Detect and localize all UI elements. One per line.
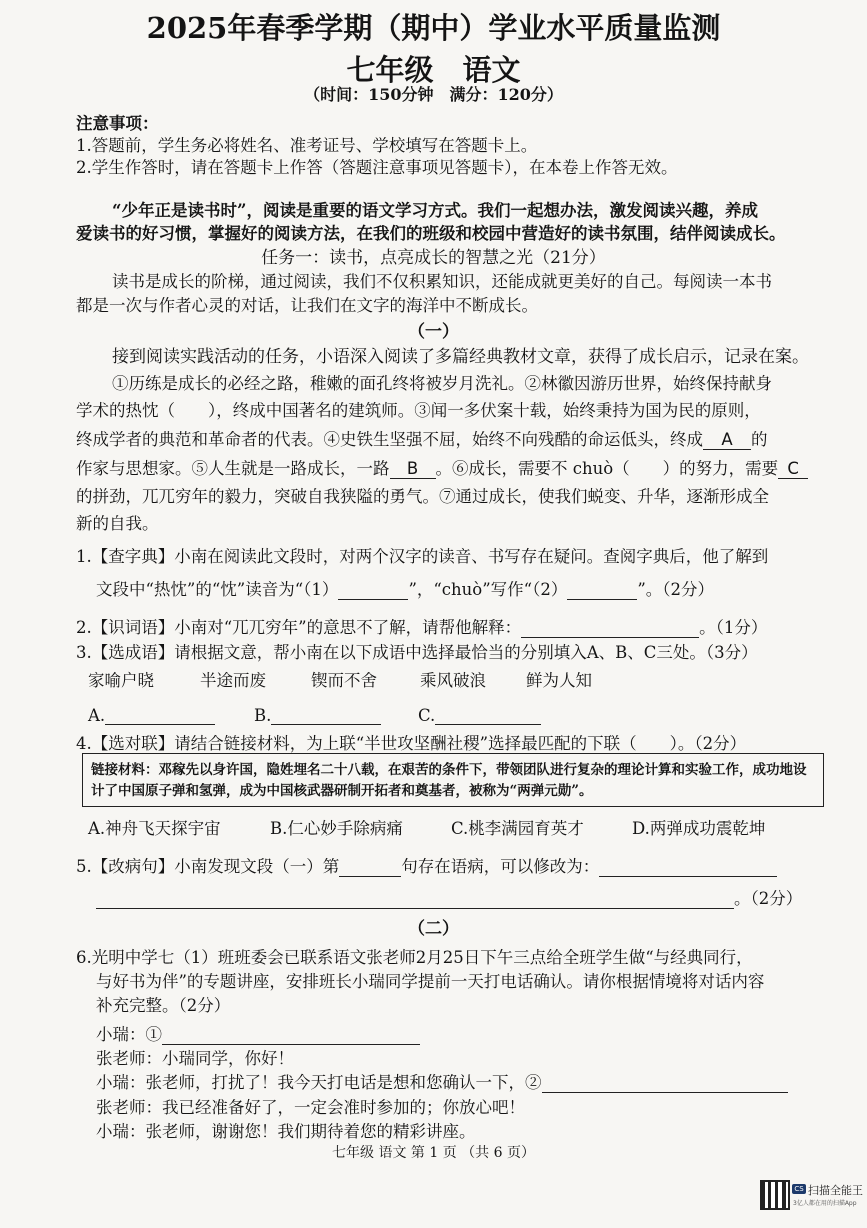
section1-line4-end: 的 <box>751 430 768 449</box>
q5-fix-blank-2[interactable] <box>96 890 734 909</box>
dialogue-blank-2[interactable] <box>542 1074 788 1093</box>
q4-option-d: D.两弹成功震乾坤 <box>632 819 766 838</box>
intro-line-2: 爱读书的好习惯，掌握好的阅读方法，在我们的班级和校园中营造好的读书氛围，结伴阅读成长。 <box>76 224 786 243</box>
dialogue-line-5: 小瑞：张老师，谢谢您！我们期待着您的精彩讲座。 <box>96 1122 476 1141</box>
blank-b: B <box>390 459 436 479</box>
q4-option-c: C.桃李满园育英才 <box>451 819 584 838</box>
q3-label-a: A. <box>88 706 106 725</box>
q2-text: 2.【识词语】小南对“兀兀穷年”的意思不了解，请帮他解释： <box>76 618 522 637</box>
q5-fix-blank-1[interactable] <box>599 858 777 877</box>
question-4: 4.【选对联】请结合链接材料，为上联“半世攻坚酬社稷”选择最匹配的下联（ ）。（2分） <box>76 734 747 753</box>
q5-part-a: 5.【改病句】小南发现文段（一）第 <box>76 857 340 876</box>
dialogue-1-text: 小瑞：① <box>96 1025 162 1044</box>
section1-paragraph-line-5 <box>76 455 808 479</box>
section1-paragraph-line-1: 接到阅读实践活动的任务，小语深入阅读了多篇经典教材文章，获得了成长启示，记录在案。 <box>112 347 809 367</box>
q4-option-b: B.仁心妙手除病痛 <box>270 819 403 838</box>
q3-label-b: B. <box>254 706 272 725</box>
dialogue-line-4: 张老师：我已经准备好了，一定会准时参加的；你放心吧！ <box>96 1098 525 1117</box>
section1-paragraph-line-6: 的拼劲，兀兀穷年的毅力，突破自我狭隘的勇气。⑦通过成长，使我们蜕变、升华，逐渐形成全 <box>76 487 769 506</box>
section2-label: （二） <box>408 919 459 939</box>
section1-paragraph-line-7: 新的自我。 <box>76 514 159 533</box>
q4-option-a: A.神舟飞天探宇宙 <box>88 819 221 838</box>
q5-score: 。（2分） <box>734 889 803 908</box>
section1-label: （一） <box>408 322 459 342</box>
question-5-line-2 <box>96 885 802 909</box>
blank-c: C <box>778 459 808 479</box>
dialogue-blank-1[interactable] <box>162 1026 420 1045</box>
q3-answer-b <box>254 706 381 725</box>
scanner-name: 扫描全能王 <box>808 1184 863 1197</box>
section1-paragraph-line-3: 学术的热忱（ ），终成中国著名的建筑师。③闻一多伏案十载，始终秉持为国为民的原则， <box>76 401 761 420</box>
q3-option-1: 家喻户晓 <box>88 671 154 690</box>
qr-code-icon <box>760 1180 790 1210</box>
q3-blank-c[interactable] <box>435 706 541 725</box>
q5-part-b: 句存在语病，可以修改为： <box>401 857 600 876</box>
q1-part-c: ”。（2分） <box>637 580 715 599</box>
dialogue-line-2: 张老师：小瑞同学，你好！ <box>96 1049 294 1068</box>
section1-line5-text: 作家与思想家。⑤人生就是一路成长，一路 <box>76 459 390 478</box>
task1-line-1: 读书是成长的阶梯，通过阅读，我们不仅积累知识，还能成就更美好的自己。每阅读一本书 <box>112 272 772 291</box>
exam-meta: （时间：150分钟 满分：120分） <box>304 85 563 104</box>
q3-option-2: 半途而废 <box>200 671 266 690</box>
q3-answer-a <box>88 706 215 725</box>
intro-line-1: “少年正是读书时”，阅读是重要的语文学习方式。我们一起想办法，激发阅读兴趣，养成 <box>112 201 758 220</box>
section1-line4-text: 终成学者的典范和革命者的代表。④史铁生坚强不屈，始终不向残酷的命运低头，终成 <box>76 430 703 449</box>
q3-option-4: 乘风破浪 <box>420 671 486 690</box>
section1-line5-mid: 。⑥成长，需要不 chuò（ ）的努力，需要 <box>435 459 779 478</box>
section1-paragraph-line-2: ①历练是成长的必经之路，稚嫩的面孔终将被岁月洗礼。②林徽因游历世界，始终保持献身 <box>112 374 772 393</box>
question-2 <box>76 614 767 638</box>
scanner-tagline: 3亿人都在用的扫描App <box>793 1200 857 1207</box>
question-1-line-2 <box>96 576 714 600</box>
q2-score: 。（1分） <box>699 618 768 637</box>
dialogue-3-text: 小瑞：张老师，打扰了！我今天打电话是想和您确认一下，② <box>96 1073 542 1092</box>
link-material-box <box>82 753 824 807</box>
dialogue-line-3 <box>96 1069 788 1093</box>
q1-part-a: 文段中“热忱”的“忱”读音为“（1） <box>96 580 339 599</box>
q5-sentence-blank[interactable] <box>339 858 401 877</box>
q3-option-5: 鲜为人知 <box>526 671 592 690</box>
dialogue-line-1 <box>96 1021 420 1045</box>
link-material-text: 邓稼先以身许国，隐姓埋名二十八载，在艰苦的条件下，带领团队进行复杂的理论计算和实验工作，成功地设计了中国原子弹和氢弹，成为中国核武器研制开拓者和奠基者，被称为“两弹元勋”。 <box>91 762 807 799</box>
task1-title: 任务一：读书，点亮成长的智慧之光（21分） <box>261 248 606 268</box>
q1-blank-2[interactable] <box>567 581 637 600</box>
section1-paragraph-line-4 <box>76 426 768 450</box>
q3-blank-a[interactable] <box>105 706 215 725</box>
q3-blank-b[interactable] <box>271 706 381 725</box>
blank-a: A <box>703 430 751 450</box>
question-6-line-2: 与好书为伴”的专题讲座，安排班长小瑞同学提前一天打电话确认。请你根据情境将对话内容 <box>96 972 765 991</box>
link-material-label: 链接材料： <box>91 762 159 778</box>
notice-heading: 注意事项： <box>76 114 159 133</box>
notice-item-2: 2.学生作答时，请在答题卡上作答（答题注意事项见答题卡），在本卷上作答无效。 <box>76 158 678 177</box>
question-6-line-3: 补充完整。（2分） <box>96 996 231 1015</box>
scanner-logo-icon: CS <box>792 1184 806 1194</box>
q1-blank-1[interactable] <box>338 581 408 600</box>
question-1-line-1: 1.【查字典】小南在阅读此文段时，对两个汉字的读音、书写存在疑问。查阅字典后，他了解到 <box>76 547 769 566</box>
question-3: 3.【选成语】请根据文意，帮小南在以下成语中选择最恰当的分别填入A、B、C三处。（3分） <box>76 643 758 662</box>
q3-answer-c <box>418 706 541 725</box>
page-footer: 七年级 语文 第 1 页 （共 6 页） <box>332 1145 535 1161</box>
question-6-line-1: 6.光明中学七（1）班班委会已联系语文张老师2月25日下午三点给全班学生做“与经典同行， <box>76 948 753 967</box>
exam-title: 2025年春季学期（期中）学业水平质量监测 <box>146 11 721 45</box>
exam-subtitle: 七年级 语文 <box>346 53 521 87</box>
question-5-line-1 <box>76 853 777 877</box>
q2-blank[interactable] <box>521 619 699 638</box>
notice-item-1: 1.答题前，学生务必将姓名、准考证号、学校填写在答题卡上。 <box>76 136 538 155</box>
task1-line-2: 都是一次与作者心灵的对话，让我们在文字的海洋中不断成长。 <box>76 296 538 315</box>
q3-option-3: 锲而不舍 <box>311 671 377 690</box>
q3-label-c: C. <box>418 706 436 725</box>
q1-part-b: ”，“chuò”写作“（2） <box>408 580 568 599</box>
